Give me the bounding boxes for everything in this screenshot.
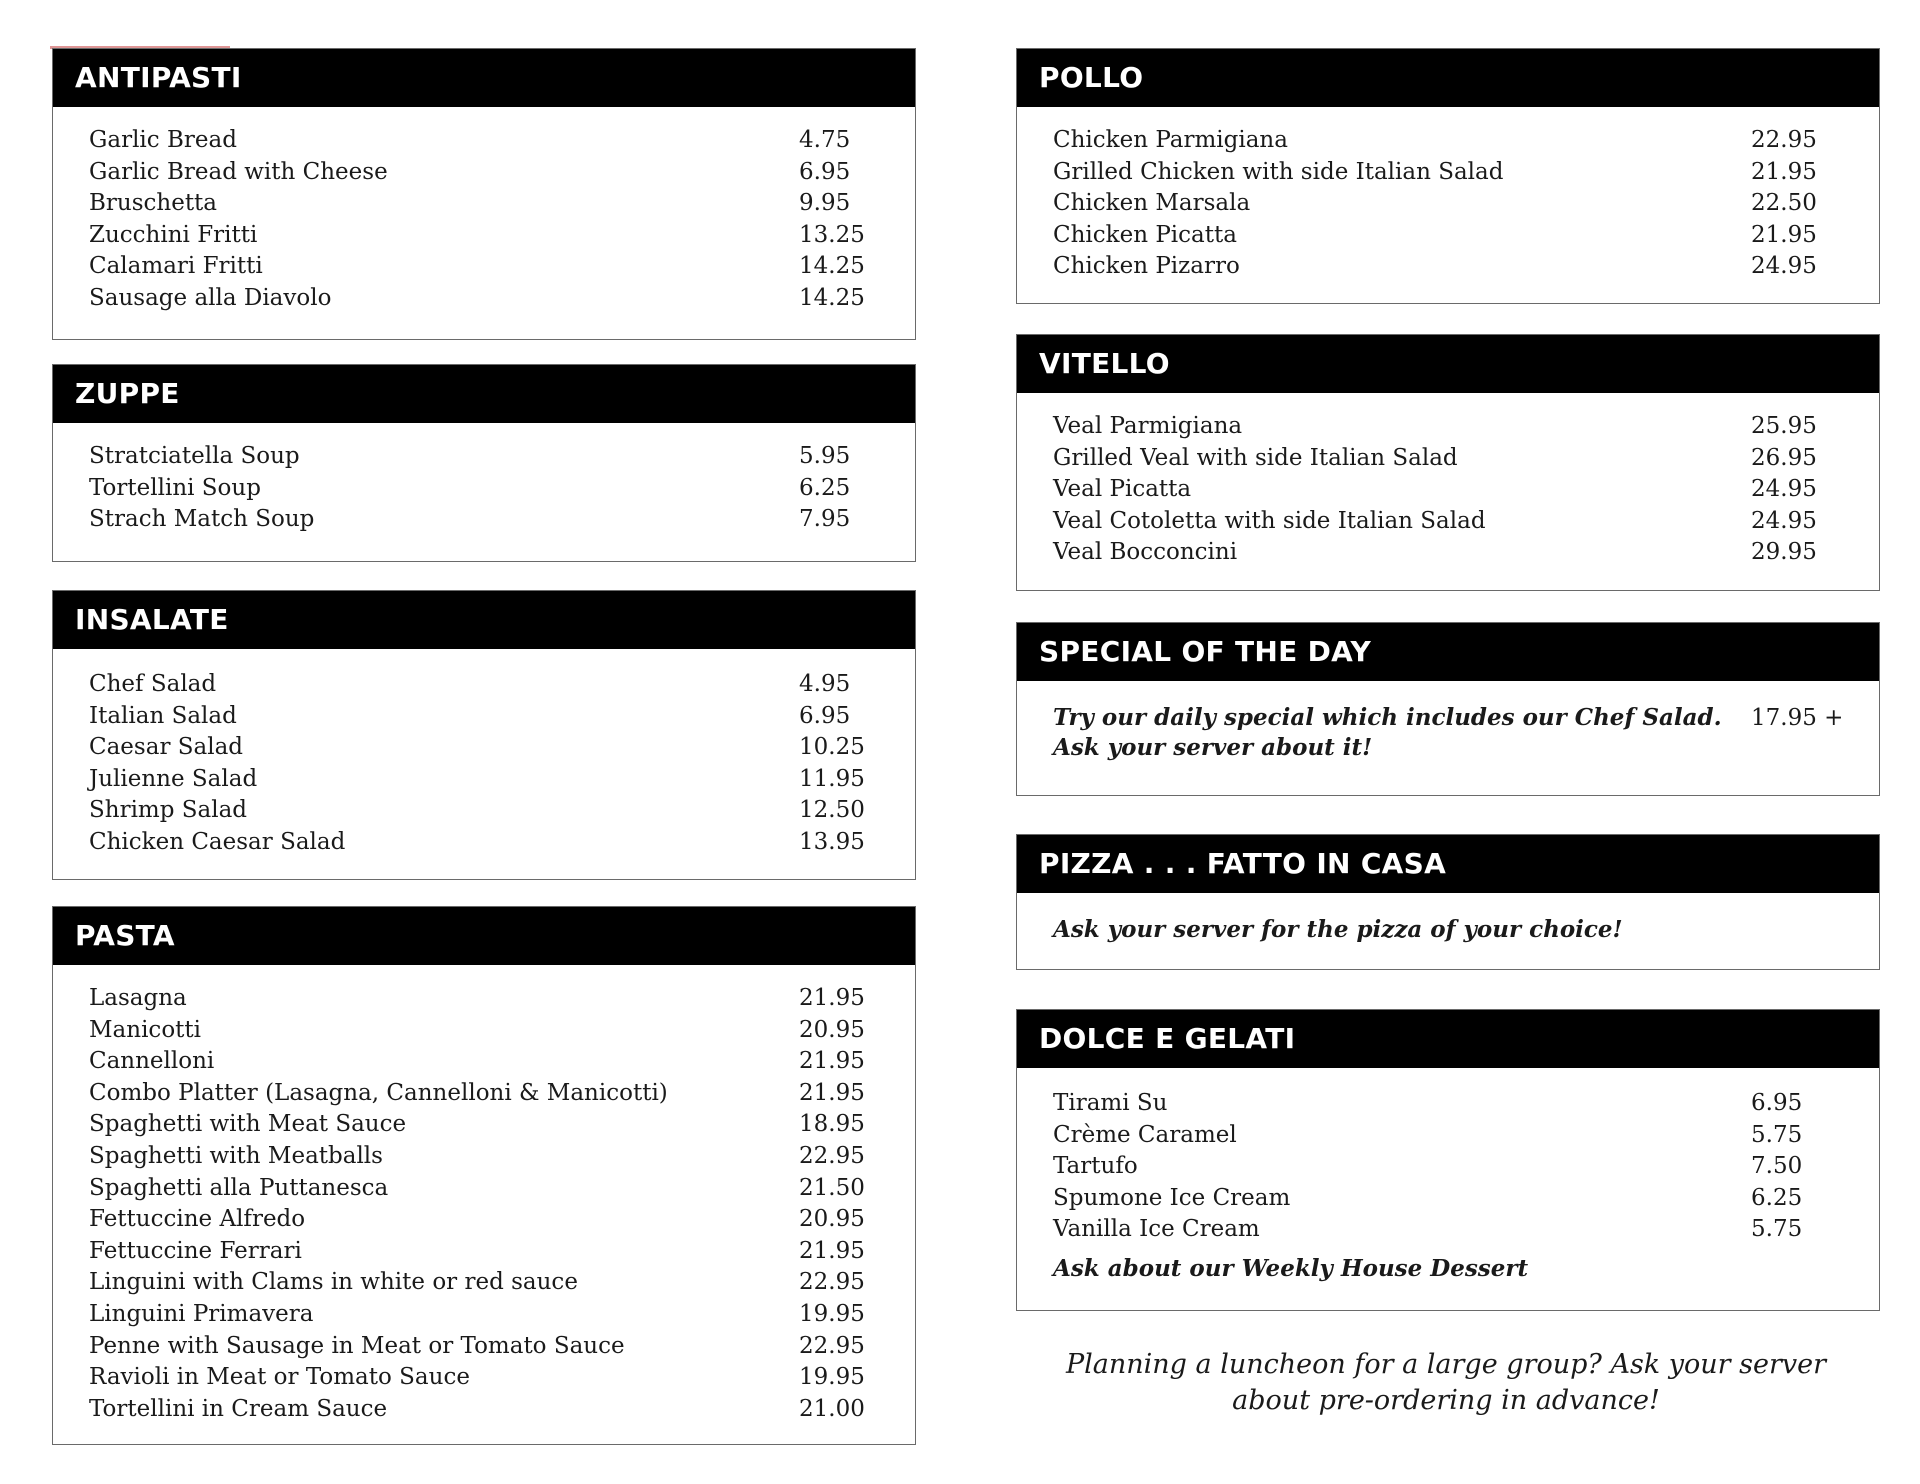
- item-name: Spumone Ice Cream: [1053, 1184, 1291, 1211]
- item-price: 5.95: [799, 443, 851, 469]
- item-name: Chicken Caesar Salad: [89, 828, 346, 855]
- item-price: 20.95: [799, 1206, 865, 1233]
- item-price: 22.95: [1751, 127, 1817, 153]
- footer-line-1: Planning a luncheon for a large group? Ask your server: [1065, 1349, 1827, 1380]
- item-price: 22.95: [799, 1332, 865, 1359]
- item-name: Grilled Veal with side Italian Salad: [1053, 444, 1458, 471]
- item-price: 6.95: [799, 702, 851, 729]
- menu-item: [53, 827, 915, 859]
- item-price: 21.00: [799, 1395, 865, 1422]
- item-price: 22.50: [1751, 190, 1817, 217]
- menu-item: [53, 1236, 915, 1268]
- menu-item: [1017, 474, 1879, 506]
- item-price: 13.25: [799, 221, 865, 248]
- special-line-1: Try our daily special which includes our Chef Salad.: [1053, 704, 1722, 731]
- menu-item: [53, 701, 915, 733]
- item-price: 13.95: [799, 828, 865, 855]
- item-price: 25.95: [1751, 413, 1817, 439]
- section-title: DOLCE E GELATI: [1017, 1010, 1879, 1068]
- item-name: Linguini with Clams in white or red sauce: [89, 1269, 578, 1296]
- item-price: 21.50: [799, 1174, 865, 1201]
- item-name: Linguini Primavera: [89, 1300, 314, 1327]
- menu-item: [53, 125, 915, 157]
- item-name: Veal Cotoletta with side Italian Salad: [1053, 507, 1486, 534]
- menu-item: [53, 504, 915, 536]
- menu-item: [53, 764, 915, 796]
- menu-list: [1017, 1068, 1879, 1246]
- item-name: Calamari Fritti: [89, 253, 263, 280]
- item-name: Cannelloni: [89, 1048, 215, 1075]
- item-name: Manicotti: [89, 1016, 202, 1043]
- menu-item: [1017, 188, 1879, 220]
- menu-item: [1017, 157, 1879, 189]
- insalate-section: [52, 590, 916, 880]
- menu-item: [53, 1299, 915, 1331]
- item-price: 19.95: [799, 1300, 865, 1327]
- item-price: 21.95: [1751, 221, 1817, 248]
- menu-item: [53, 1394, 915, 1426]
- item-price: 7.95: [799, 506, 851, 533]
- item-name: Tortellini in Cream Sauce: [89, 1395, 388, 1422]
- item-name: Crème Caramel: [1053, 1121, 1237, 1148]
- item-name: Stratciatella Soup: [89, 443, 300, 469]
- item-name: Lasagna: [89, 985, 187, 1011]
- vitello-section: [1016, 334, 1880, 591]
- item-price: 21.95: [1751, 158, 1817, 185]
- item-name: Fettuccine Alfredo: [89, 1206, 306, 1233]
- item-name: Bruschetta: [89, 190, 218, 217]
- menu-item: [53, 473, 915, 505]
- item-price: 7.50: [1751, 1153, 1803, 1180]
- pizza-section: [1016, 834, 1880, 970]
- item-price: 26.95: [1751, 444, 1817, 471]
- menu-item: [53, 1267, 915, 1299]
- dolce-note: Ask about our Weekly House Dessert: [1053, 1254, 1529, 1282]
- item-price: 29.95: [1751, 539, 1817, 566]
- menu-list: [53, 649, 915, 859]
- footer-note: [1016, 1347, 1876, 1419]
- item-price: 4.75: [799, 127, 851, 153]
- pollo-section: [1016, 48, 1880, 304]
- menu-item: [53, 1331, 915, 1363]
- menu-item: [53, 188, 915, 220]
- item-price: 19.95: [799, 1364, 865, 1391]
- section-title: POLLO: [1017, 49, 1879, 107]
- item-name: Combo Platter (Lasagna, Cannelloni & Manicotti): [89, 1079, 668, 1106]
- item-price: 24.95: [1751, 476, 1817, 503]
- footer-line-2: about pre-ordering in advance!: [1232, 1385, 1660, 1416]
- section-title: ANTIPASTI: [53, 49, 915, 107]
- item-price: 21.95: [799, 1079, 865, 1106]
- item-price: 6.25: [1751, 1184, 1803, 1211]
- section-title: VITELLO: [1017, 335, 1879, 393]
- menu-item: [1017, 251, 1879, 283]
- item-name: Shrimp Salad: [89, 797, 248, 824]
- menu-item: [1017, 1183, 1879, 1215]
- item-name: Tortellini Soup: [89, 474, 261, 501]
- item-price: 24.95: [1751, 253, 1817, 280]
- menu-item: [53, 1362, 915, 1394]
- item-name: Tartufo: [1053, 1153, 1138, 1180]
- item-price: 5.75: [1751, 1216, 1803, 1243]
- item-name: Chicken Marsala: [1053, 190, 1251, 217]
- item-name: Penne with Sausage in Meat or Tomato Sauce: [89, 1332, 625, 1359]
- item-name: Ravioli in Meat or Tomato Sauce: [89, 1364, 470, 1391]
- menu-list: [1017, 107, 1879, 283]
- item-name: Veal Parmigiana: [1053, 413, 1243, 439]
- menu-item: [1017, 411, 1879, 443]
- menu-list: [53, 965, 915, 1425]
- menu-item: [1017, 506, 1879, 538]
- item-name: Chef Salad: [89, 671, 217, 697]
- menu-item: [1017, 443, 1879, 475]
- pasta-section: [52, 906, 916, 1445]
- menu-list: [53, 423, 915, 536]
- menu-item: [1017, 1120, 1879, 1152]
- item-price: 6.95: [1751, 1090, 1803, 1116]
- menu-item: [53, 157, 915, 189]
- item-name: Grilled Chicken with side Italian Salad: [1053, 158, 1504, 185]
- item-price: 12.50: [799, 797, 865, 824]
- menu-item: [53, 283, 915, 315]
- item-price: 24.95: [1751, 507, 1817, 534]
- section-title: ZUPPE: [53, 365, 915, 423]
- item-price: 5.75: [1751, 1121, 1803, 1148]
- item-name: Fettuccine Ferrari: [89, 1237, 302, 1264]
- item-name: Garlic Bread: [89, 127, 237, 153]
- menu-item: [1017, 537, 1879, 569]
- dolce-section: [1016, 1009, 1880, 1311]
- section-title: SPECIAL OF THE DAY: [1017, 623, 1879, 681]
- item-price: 11.95: [799, 765, 865, 792]
- item-name: Tirami Su: [1053, 1090, 1168, 1116]
- menu-item: [1017, 1151, 1879, 1183]
- menu-list: [53, 107, 915, 315]
- menu-item: [1017, 1214, 1879, 1246]
- menu-item: [53, 441, 915, 473]
- item-name: Veal Picatta: [1053, 476, 1192, 503]
- item-name: Chicken Parmigiana: [1053, 127, 1288, 153]
- menu-item: [1017, 220, 1879, 252]
- item-price: 10.25: [799, 734, 865, 761]
- item-name: Chicken Pizarro: [1053, 253, 1240, 280]
- item-name: Julienne Salad: [89, 765, 258, 792]
- zuppe-section: [52, 364, 916, 562]
- item-name: Chicken Picatta: [1053, 221, 1237, 248]
- menu-item: [53, 1173, 915, 1205]
- item-name: Strach Match Soup: [89, 506, 315, 533]
- menu-item: [53, 220, 915, 252]
- item-name: Italian Salad: [89, 702, 237, 729]
- menu-item: [53, 1141, 915, 1173]
- special-section: [1016, 622, 1880, 796]
- item-name: Spaghetti with Meat Sauce: [89, 1111, 407, 1138]
- item-name: Vanilla Ice Cream: [1053, 1216, 1260, 1243]
- item-name: Sausage alla Diavolo: [89, 284, 332, 311]
- item-name: Veal Bocconcini: [1053, 539, 1238, 566]
- item-name: Zucchini Fritti: [89, 221, 258, 248]
- special-price: 17.95 +: [1751, 705, 1844, 731]
- menu-item: [53, 669, 915, 701]
- pizza-note: Ask your server for the pizza of your choice!: [1053, 916, 1623, 943]
- menu-item: [53, 251, 915, 283]
- menu-item: [53, 795, 915, 827]
- section-title: PIZZA . . . FATTO IN CASA: [1017, 835, 1879, 893]
- item-price: 21.95: [799, 1237, 865, 1264]
- item-price: 9.95: [799, 190, 851, 217]
- menu-list: [1017, 393, 1879, 569]
- antipasti-section: [52, 48, 916, 340]
- item-name: Caesar Salad: [89, 734, 244, 761]
- menu-item: [1017, 125, 1879, 157]
- item-price: 14.25: [799, 253, 865, 280]
- item-price: 22.95: [799, 1269, 865, 1296]
- special-line-2: Ask your server about it!: [1053, 734, 1373, 761]
- item-price: 4.95: [799, 671, 851, 697]
- menu-item: [53, 1204, 915, 1236]
- menu-item: [1017, 1088, 1879, 1120]
- item-price: 22.95: [799, 1142, 865, 1169]
- item-name: Spaghetti alla Puttanesca: [89, 1174, 389, 1201]
- item-name: Garlic Bread with Cheese: [89, 158, 388, 185]
- menu-item: [53, 1015, 915, 1047]
- menu-item: [53, 983, 915, 1015]
- item-price: 6.95: [799, 158, 851, 185]
- menu-item: [53, 732, 915, 764]
- item-price: 21.95: [799, 985, 865, 1011]
- section-title: PASTA: [53, 907, 915, 965]
- menu-item: [53, 1078, 915, 1110]
- item-price: 18.95: [799, 1111, 865, 1138]
- menu-item: [53, 1109, 915, 1141]
- menu-item: [53, 1046, 915, 1078]
- item-name: Spaghetti with Meatballs: [89, 1142, 383, 1169]
- item-price: 21.95: [799, 1048, 865, 1075]
- item-price: 14.25: [799, 284, 865, 311]
- section-title: INSALATE: [53, 591, 915, 649]
- item-price: 6.25: [799, 474, 851, 501]
- item-price: 20.95: [799, 1016, 865, 1043]
